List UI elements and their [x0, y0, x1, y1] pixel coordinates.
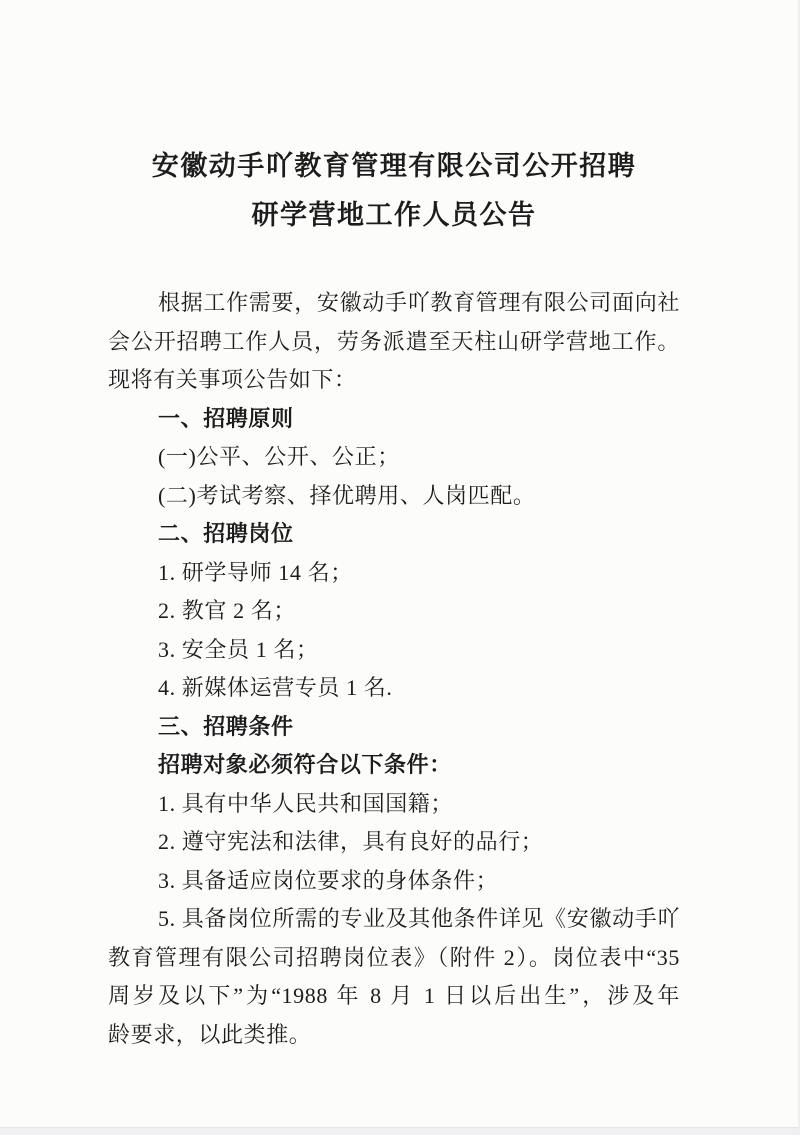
- text-line: 根据工作需要，安徽动手吖教育管理有限公司面向社: [158, 290, 680, 315]
- document-title-line: 安徽动手吖教育管理有限公司公开招聘: [151, 151, 637, 181]
- text-line: 一、招聘原则: [158, 405, 294, 431]
- paragraph: [108, 708, 680, 747]
- paragraph: [108, 592, 680, 631]
- text-line: 3. 安全员 1 名；: [158, 636, 319, 662]
- paragraph: [108, 400, 680, 439]
- text-line: 龄要求，以此类推。: [108, 1021, 312, 1047]
- paragraph: [108, 554, 680, 593]
- text-line: 周岁及以下”为“1988 年 8 月 1 日以后出生”，涉及年: [108, 983, 680, 1008]
- paragraph: [108, 438, 680, 477]
- paragraph: [108, 631, 680, 670]
- text-line: 4. 新媒体运营专员 1 名.: [158, 675, 393, 700]
- text-line: 二、招聘岗位: [158, 521, 294, 546]
- document-title: [108, 142, 680, 240]
- paragraph: [108, 900, 680, 1054]
- text-line: 1. 研学导师 14 名；: [158, 559, 353, 585]
- text-line: 教育管理有限公司招聘岗位表》（附件 2）。岗位表中“35: [108, 944, 680, 970]
- document-content: [108, 142, 680, 1054]
- document-title-line: 研学营地工作人员公告: [251, 200, 537, 230]
- text-line: 1. 具有中华人民共和国国籍；: [158, 790, 454, 816]
- text-line: 3. 具备适应岗位要求的身体条件；: [158, 867, 499, 893]
- paragraph: [108, 477, 680, 516]
- paragraph: [108, 746, 680, 785]
- document-body: [108, 284, 680, 1054]
- text-line: 会公开招聘工作人员，劳务派遣至天柱山研学营地工作。: [108, 328, 680, 354]
- paragraph: [108, 862, 680, 901]
- text-line: (一)公平、公开、公正；: [158, 444, 400, 469]
- paragraph: [108, 669, 680, 708]
- paragraph: [108, 515, 680, 554]
- text-line: 现将有关事项公告如下：: [108, 367, 357, 392]
- paragraph: [108, 785, 680, 824]
- text-line: 5. 具备岗位所需的专业及其他条件详见《安徽动手吖: [158, 906, 680, 931]
- text-line: 2. 遵守宪法和法律，具有良好的品行；: [158, 829, 544, 854]
- text-line: (二)考试考察、择优聘用、人岗匹配。: [158, 482, 536, 508]
- text-line: 招聘对象必须符合以下条件：: [158, 752, 452, 777]
- scan-bottom-edge: [0, 1127, 800, 1135]
- paragraph: [108, 823, 680, 862]
- paragraph: [108, 284, 680, 400]
- text-line: 2. 教官 2 名；: [158, 598, 297, 623]
- text-line: 三、招聘条件: [158, 713, 294, 739]
